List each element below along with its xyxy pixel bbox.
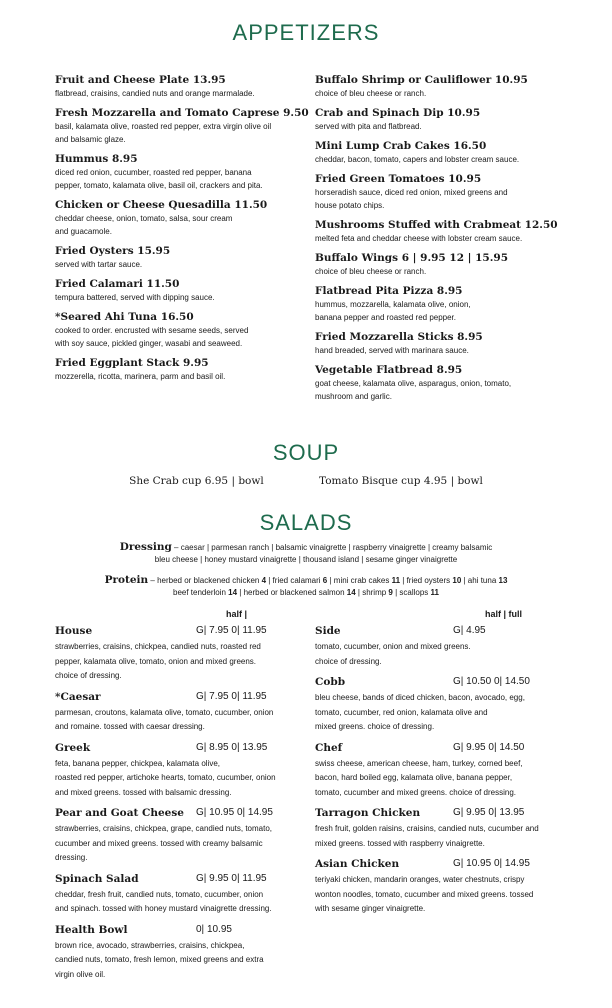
salad-price: G| 8.95 0| 13.95 xyxy=(196,741,268,753)
salad-item xyxy=(315,858,585,917)
soup-heading: SOUP xyxy=(272,440,340,465)
description-line: hummus, mozzarella, kalamata olive, onion, xyxy=(315,300,471,309)
item-description xyxy=(55,120,325,146)
salad-header xyxy=(55,873,325,888)
protein-text: | fried oysters xyxy=(400,576,453,585)
salad-description xyxy=(315,873,585,917)
description-line: choice of dressing. xyxy=(315,656,382,666)
salad-header xyxy=(55,691,325,706)
description-line: served with pita and flatbread. xyxy=(315,122,422,131)
salad-price: G| 7.95 0| 11.95 xyxy=(196,625,267,636)
item-description xyxy=(55,370,325,383)
salads-right-column xyxy=(315,625,585,924)
protein-text: – herbed or blackened chicken xyxy=(148,576,262,585)
salads-heading: SALADS xyxy=(259,510,353,535)
description-line: parmesan, croutons, kalamata olive, tomato, cucumber, onion xyxy=(55,707,274,717)
menu-item xyxy=(315,172,585,212)
salad-name: Side xyxy=(315,625,341,637)
menu-item xyxy=(315,251,585,278)
salad-price: G| 9.95 0| 11.95 xyxy=(196,872,267,884)
description-line: with soy sauce, pickled ginger, wasabi and seaweed. xyxy=(55,339,243,348)
protein-text: | scallops xyxy=(392,588,431,597)
dressing-label: Dressing xyxy=(119,541,172,553)
description-line: roasted red pepper, artichoke hearts, tomato, cucumber, onion xyxy=(55,773,276,782)
protein-price: 14 xyxy=(346,588,356,597)
salad-name: Greek xyxy=(55,741,91,754)
item-name: Fried Oysters 15.95 xyxy=(55,245,171,257)
salad-header xyxy=(315,807,585,822)
protein-text: | mini crab cakes xyxy=(327,576,392,585)
protein-list xyxy=(148,576,507,597)
item-name: Hummus 8.95 xyxy=(55,153,138,165)
description-line: bacon, hard boiled egg, kalamata olive, banana pepper, xyxy=(315,773,513,782)
description-line: cucumber and mixed greens. tossed with creamy balsamic xyxy=(55,838,263,848)
salad-name: Tarragon Chicken xyxy=(315,807,421,819)
item-name: Fried Calamari 11.50 xyxy=(55,278,180,290)
salad-description xyxy=(55,888,325,917)
dressing-options xyxy=(30,541,582,566)
salad-price: G| 7.95 0| 11.95 xyxy=(196,690,267,702)
appetizers-heading: APPETIZERS xyxy=(232,20,380,45)
salad-header xyxy=(315,676,585,691)
salad-description xyxy=(315,691,585,735)
item-name: Fresh Mozzarella and Tomato Caprese 9.50 xyxy=(55,107,309,119)
item-description xyxy=(55,258,325,271)
description-line: mozzerella, ricotta, marinera, parm and basil oil. xyxy=(55,372,226,381)
protein-price: 11 xyxy=(391,576,401,585)
description-line: tempura battered, served with dipping sauce. xyxy=(55,293,215,302)
item-name: Crab and Spinach Dip 10.95 xyxy=(315,107,481,119)
description-line: served with tartar sauce. xyxy=(55,260,143,269)
description-line: brown rice, avocado, strawberries, craisins, chickpea, xyxy=(55,940,245,950)
item-name: *Seared Ahi Tuna 16.50 xyxy=(55,311,194,323)
description-line: choice of bleu cheese or ranch. xyxy=(315,267,427,276)
protein-price: 10 xyxy=(452,576,462,585)
item-name: Fried Eggplant Stack 9.95 xyxy=(55,357,209,369)
item-name: Vegetable Flatbread 8.95 xyxy=(315,364,463,376)
menu-item xyxy=(55,277,325,304)
menu-item xyxy=(315,363,585,403)
description-line: mixed greens. choice of dressing. xyxy=(315,722,435,731)
salad-description xyxy=(55,939,325,983)
description-line: tomato, cucumber, red onion, kalamata olive and xyxy=(315,707,488,717)
description-line: cooked to order. encrusted with sesame seeds, served xyxy=(55,326,249,335)
description-line: banana pepper and roasted red pepper. xyxy=(315,313,457,322)
salad-price: G| 9.95 0| 14.50 xyxy=(453,741,525,753)
description-line: strawberries, craisins, chickpea, candied nuts, roasted red xyxy=(55,642,261,651)
item-name: Mini Lump Crab Cakes 16.50 xyxy=(315,140,487,152)
description-line: hand breaded, served with marinara sauce. xyxy=(315,346,469,355)
item-description xyxy=(315,153,585,166)
description-line: virgin olive oil. xyxy=(55,969,106,979)
description-line: dressing. xyxy=(55,853,88,862)
salad-description xyxy=(55,640,325,684)
protein-text: | herbed or blackened salmon xyxy=(237,588,347,597)
description-line: wonton noodles, tomato, cucumber and mixed greens. tossed xyxy=(315,889,534,899)
soup-tomato-bisque: Tomato Bisque cup 4.95 | bowl xyxy=(319,475,483,487)
menu-item xyxy=(55,244,325,271)
salad-price: G| 10.95 0| 14.95 xyxy=(196,807,273,818)
salad-header xyxy=(55,807,325,822)
menu-item xyxy=(55,152,325,192)
description-line: house potato chips. xyxy=(315,201,385,210)
dressing-line: – caesar | parmesan ranch | balsamic vinaigrette | raspberry vinaigrette | creamy balsamic xyxy=(171,543,493,552)
menu-item xyxy=(55,198,325,238)
salad-name: Pear and Goat Cheese xyxy=(55,807,184,819)
item-description xyxy=(55,212,325,238)
salad-name: Chef xyxy=(315,741,343,754)
menu-item xyxy=(55,310,325,350)
salad-header xyxy=(315,858,585,873)
description-line: choice of bleu cheese or ranch. xyxy=(315,89,427,98)
salad-description xyxy=(55,822,325,866)
description-line: and mixed greens. tossed with balsamic dressing. xyxy=(55,787,232,797)
menu-item xyxy=(315,218,585,245)
protein-label: Protein xyxy=(104,574,149,586)
salad-price: 0| 10.95 xyxy=(196,923,232,935)
salad-size-header-right: half | full xyxy=(485,609,523,619)
salad-price: G| 10.50 0| 14.50 xyxy=(453,676,530,687)
description-line: tomato, cucumber, onion and mixed greens. xyxy=(315,642,471,651)
item-description xyxy=(315,87,585,100)
description-line: tomato, cucumber and mixed greens. choice of dressing. xyxy=(315,787,516,797)
item-description xyxy=(55,324,325,350)
salad-name: House xyxy=(55,625,93,637)
salad-item xyxy=(315,742,585,801)
description-line: feta, banana pepper, chickpea, kalamata olive, xyxy=(55,758,220,768)
item-description xyxy=(315,298,585,324)
salad-item xyxy=(315,676,585,735)
description-line: with sesame ginger vinaigrette. xyxy=(315,904,426,913)
protein-text: | fried calamari xyxy=(266,576,323,585)
salad-item xyxy=(55,742,325,801)
item-name: Mushrooms Stuffed with Crabmeat 12.50 xyxy=(315,219,558,231)
menu-item xyxy=(55,356,325,383)
salad-name: Cobb xyxy=(315,676,346,688)
item-name: Chicken or Cheese Quesadilla 11.50 xyxy=(55,199,268,211)
menu-item xyxy=(315,284,585,324)
salad-header xyxy=(315,625,585,640)
description-line: mixed greens. tossed with raspberry vinaigrette. xyxy=(315,838,485,848)
item-name: Fried Mozzarella Sticks 8.95 xyxy=(315,331,483,343)
salad-header xyxy=(55,924,325,939)
salad-name: *Caesar xyxy=(55,690,101,703)
menu-item xyxy=(55,73,325,100)
salad-header xyxy=(315,742,585,757)
item-description xyxy=(55,166,325,192)
salad-name: Spinach Salad xyxy=(55,872,139,885)
description-line: cheddar, fresh fruit, candied nuts, tomato, cucumber, onion xyxy=(55,889,264,899)
salad-item xyxy=(55,924,325,983)
description-line: bleu cheese, bands of diced chicken, bacon, avocado, egg, xyxy=(315,693,525,702)
salad-item xyxy=(55,691,325,735)
item-name: Buffalo Wings 6 | 9.95 12 | 15.95 xyxy=(315,252,509,264)
item-description xyxy=(55,291,325,304)
item-name: Fruit and Cheese Plate 13.95 xyxy=(55,74,226,86)
protein-text: beef tenderloin xyxy=(173,588,229,597)
description-line: swiss cheese, american cheese, ham, turkey, corned beef, xyxy=(315,758,523,768)
protein-price: 6 xyxy=(322,576,328,585)
item-description xyxy=(315,265,585,278)
description-line: fresh fruit, golden raisins, craisins, candied nuts, cucumber and xyxy=(315,824,539,833)
salad-description xyxy=(55,757,325,801)
menu-item xyxy=(315,106,585,133)
item-name: Flatbread Pita Pizza 8.95 xyxy=(315,285,463,297)
description-line: mushroom and garlic. xyxy=(315,392,392,401)
protein-price: 11 xyxy=(430,588,439,597)
protein-price: 14 xyxy=(228,588,238,597)
protein-options xyxy=(30,574,582,599)
appetizers-right-column xyxy=(315,73,585,409)
item-description xyxy=(315,186,585,212)
salad-item xyxy=(55,625,325,684)
menu-item xyxy=(315,73,585,100)
description-line: pepper, tomato, kalamata olive, basil oil, crackers and pita. xyxy=(55,181,263,190)
item-description xyxy=(315,344,585,357)
salad-description xyxy=(315,640,585,669)
description-line: flatbread, craisins, candied nuts and orange marmalade. xyxy=(55,89,255,98)
salad-name: Asian Chicken xyxy=(315,858,400,870)
salad-description xyxy=(315,757,585,801)
salad-item xyxy=(55,807,325,866)
description-line: cheddar cheese, onion, tomato, salsa, sour cream xyxy=(55,214,233,223)
protein-text: | shrimp xyxy=(355,588,389,597)
description-line: pepper, kalamata olive, tomato, onion and mixed greens. xyxy=(55,656,257,666)
item-description xyxy=(315,120,585,133)
description-line: diced red onion, cucumber, roasted red pepper, banana xyxy=(55,168,252,177)
salad-size-header-left: half | xyxy=(226,609,248,619)
protein-price: 4 xyxy=(261,576,267,585)
protein-price: 9 xyxy=(388,588,393,597)
description-line: candied nuts, tomato, fresh lemon, mixed greens and extra xyxy=(55,955,264,964)
menu-item xyxy=(55,106,325,146)
description-line: melted feta and cheddar cheese with lobster cream sauce. xyxy=(315,234,523,243)
description-line: basil, kalamata olive, roasted red pepper, extra virgin olive oil xyxy=(55,122,272,131)
appetizers-left-column xyxy=(55,73,325,389)
item-description xyxy=(315,232,585,245)
salad-price: G| 4.95 xyxy=(453,625,486,636)
menu-item xyxy=(315,139,585,166)
salads-left-column xyxy=(55,625,325,989)
salad-item xyxy=(315,807,585,851)
item-name: Fried Green Tomatoes 10.95 xyxy=(315,173,482,185)
menu-item xyxy=(315,330,585,357)
description-line: and spinach. tossed with honey mustard vinaigrette dressing. xyxy=(55,904,272,913)
soup-row xyxy=(0,475,612,487)
salad-description xyxy=(55,706,325,735)
description-line: choice of dressing. xyxy=(55,671,122,680)
salad-name: Health Bowl xyxy=(55,923,128,936)
soup-she-crab: She Crab cup 6.95 | bowl xyxy=(129,475,264,487)
description-line: goat cheese, kalamata olive, asparagus, onion, tomato, xyxy=(315,379,512,388)
description-line: and balsamic glaze. xyxy=(55,135,126,144)
item-description xyxy=(55,87,325,100)
description-line: strawberries, craisins, chickpea, grape, candied nuts, tomato, xyxy=(55,824,272,833)
item-description xyxy=(315,377,585,403)
salad-description xyxy=(315,822,585,851)
protein-text: | ahi tuna xyxy=(461,576,499,585)
dressing-line: bleu cheese | honey mustard vinaigrette | thousand island | sesame ginger vinaigrette xyxy=(154,555,458,564)
protein-price: 13 xyxy=(498,576,508,585)
description-line: teriyaki chicken, mandarin oranges, water chestnuts, crispy xyxy=(315,875,525,884)
salad-item xyxy=(55,873,325,917)
description-line: horseradish sauce, diced red onion, mixed greens and xyxy=(315,188,508,197)
salad-header xyxy=(55,742,325,757)
salad-header xyxy=(55,625,325,640)
salad-item xyxy=(315,625,585,669)
description-line: cheddar, bacon, tomato, capers and lobster cream sauce. xyxy=(315,155,520,164)
description-line: and romaine. tossed with caesar dressing. xyxy=(55,722,205,731)
salad-price: G| 9.95 0| 13.95 xyxy=(453,807,525,818)
item-name: Buffalo Shrimp or Cauliflower 10.95 xyxy=(315,74,528,86)
description-line: and guacamole. xyxy=(55,227,112,236)
salad-price: G| 10.95 0| 14.95 xyxy=(453,858,530,869)
